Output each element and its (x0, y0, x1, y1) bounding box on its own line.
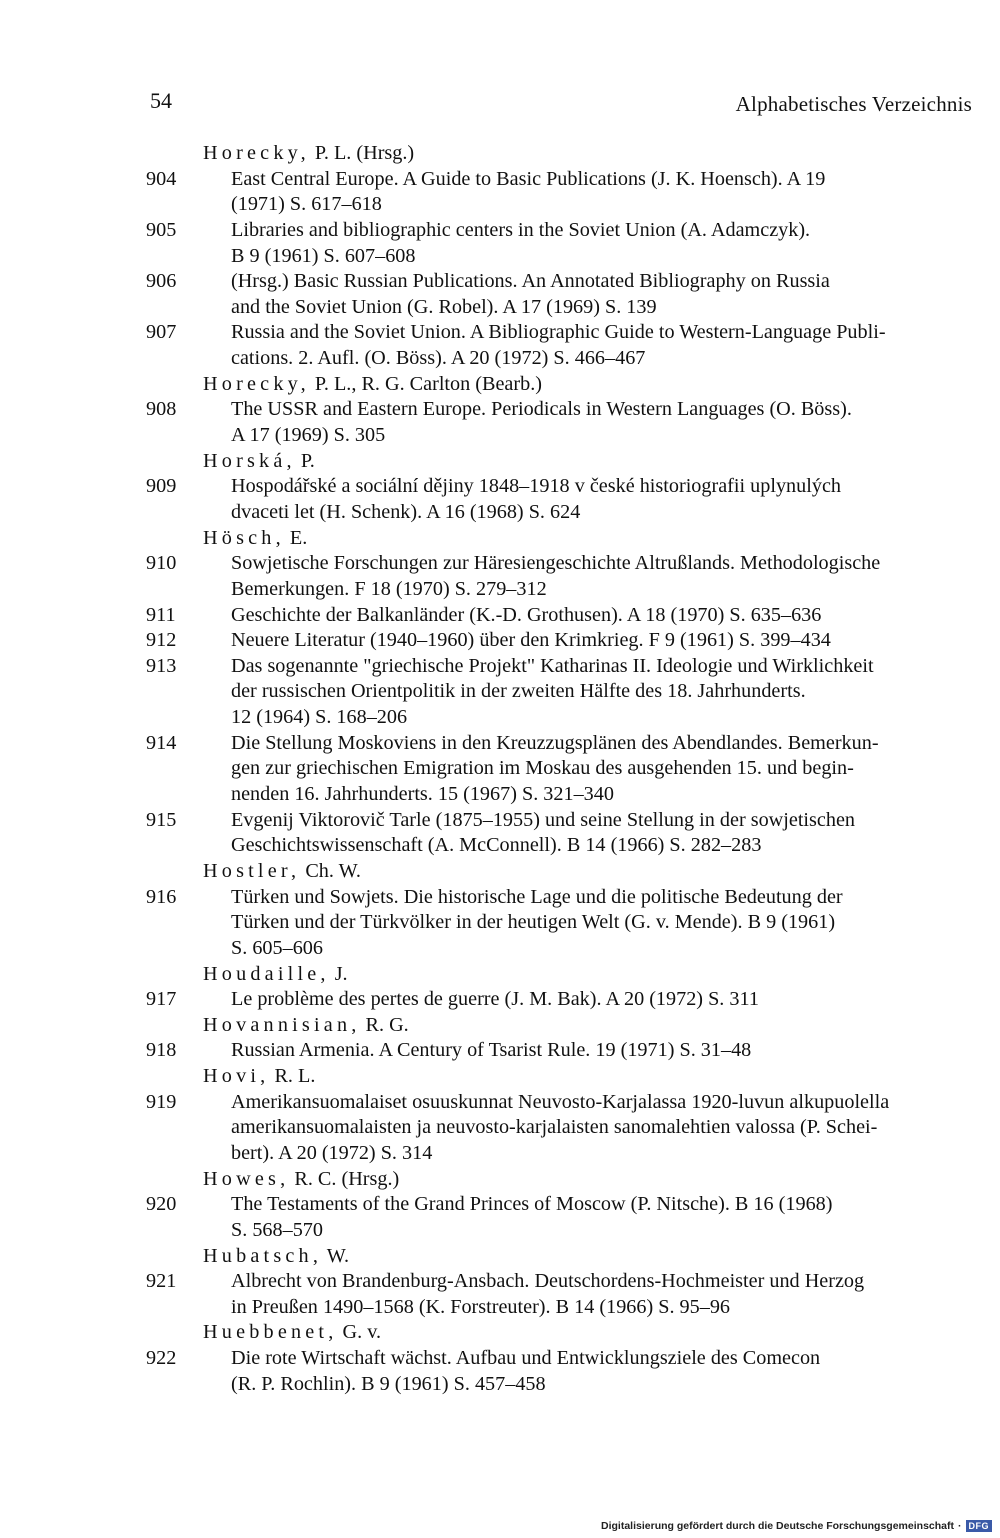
entry-continuation-line (0, 679, 1000, 705)
entry-number: 909 (146, 475, 177, 498)
entry-text: Amerikansuomalaiset osuuskunnat Neuvosto-Karjalassa 1920-luvun alkupuolella (231, 1090, 890, 1113)
footer-separator: · (958, 1520, 962, 1532)
entry-text: (1971) S. 617–618 (231, 193, 382, 216)
author-heading (0, 859, 1000, 885)
entry-text: nenden 16. Jahrhunderts. 15 (1967) S. 321–340 (231, 783, 614, 806)
author-initials: P. L. (Hrsg.) (309, 142, 415, 164)
author-heading (0, 1064, 1000, 1090)
entry-number: 921 (146, 1270, 177, 1293)
entry-number: 918 (146, 1039, 177, 1062)
entry-continuation-line (0, 1218, 1000, 1244)
entry-line (0, 1269, 1000, 1295)
footer-text: Digitalisierung gefördert durch die Deutsche Forschungsgemeinschaft (601, 1520, 954, 1532)
entry-line (0, 1192, 1000, 1218)
digitization-footer (601, 1520, 992, 1532)
author-initials: P. L., R. G. Carlton (Bearb.) (309, 372, 542, 395)
author-surname: Hovi, (203, 1065, 270, 1088)
entry-text: cations. 2. Aufl. (O. Böss). A 20 (1972) S. 466–467 (231, 347, 646, 370)
entry-line (0, 1090, 1000, 1116)
entry-number: 908 (146, 398, 177, 421)
author-initials: Ch. W. (300, 859, 361, 882)
author-name-line (203, 1167, 399, 1193)
bibliography-list (0, 141, 1000, 1397)
author-name-line (203, 1244, 349, 1270)
page-number: 54 (150, 88, 172, 113)
entry-number: 912 (146, 629, 177, 652)
author-initials: R. L. (269, 1065, 316, 1088)
entry-text: Evgenij Viktorovič Tarle (1875–1955) und seine Stellung in der sowjetischen (231, 808, 856, 831)
entry-text: The Testaments of the Grand Princes of Moscow (P. Nitsche). B 16 (1968) (231, 1193, 833, 1216)
entry-continuation-line (0, 936, 1000, 962)
author-surname: Hösch, (203, 526, 285, 549)
entry-line (0, 474, 1000, 500)
entry-text: S. 568–570 (231, 1218, 323, 1241)
author-surname: Huebbenet, (203, 1321, 338, 1344)
entry-number: 914 (146, 731, 177, 754)
entry-number: 904 (146, 167, 177, 190)
entry-text: amerikansuomalaisten ja neuvosto-karjalaisten sanomalehtien valossa (P. Schei- (231, 1116, 878, 1139)
author-name-line (203, 526, 307, 552)
author-heading (0, 526, 1000, 552)
author-surname: Hostler, (203, 859, 301, 882)
entry-continuation-line (0, 705, 1000, 731)
entry-continuation-line (0, 910, 1000, 936)
author-name-line (203, 859, 361, 885)
entry-text: Libraries and bibliographic centers in the Soviet Union (A. Adamczyk). (231, 218, 811, 241)
entry-text: Bemerkungen. F 18 (1970) S. 279–312 (231, 577, 547, 600)
entry-text: der russischen Orientpolitik in der zweiten Hälfte des 18. Jahrhunderts. (231, 680, 806, 703)
entry-number: 905 (146, 218, 177, 241)
entry-continuation-line (0, 1141, 1000, 1167)
entry-line (0, 551, 1000, 577)
entry-line (0, 603, 1000, 629)
author-surname: Horská, (203, 449, 296, 472)
entry-text: Neuere Literatur (1940–1960) über den Krimkrieg. F 9 (1961) S. 399–434 (231, 629, 831, 652)
entry-text: A 17 (1969) S. 305 (231, 424, 386, 447)
entry-line (0, 731, 1000, 757)
entry-text: Albrecht von Brandenburg-Ansbach. Deutschordens-Hochmeister und Herzog (231, 1270, 865, 1293)
entry-continuation-line (0, 192, 1000, 218)
running-head: Alphabetisches Verzeichnis (735, 92, 972, 116)
entry-continuation-line (0, 1372, 1000, 1398)
entry-line (0, 397, 1000, 423)
entry-text: Türken und Sowjets. Die historische Lage und die politische Bedeutung der (231, 885, 843, 908)
entry-text: Russian Armenia. A Century of Tsarist Rule. 19 (1971) S. 31–48 (231, 1039, 752, 1062)
entry-continuation-line (0, 782, 1000, 808)
entry-text: and the Soviet Union (G. Robel). A 17 (1969) S. 139 (231, 295, 657, 318)
author-name-line (203, 449, 315, 475)
author-name-line (203, 962, 348, 988)
author-name-line (203, 1064, 315, 1090)
author-surname: Howes, (203, 1167, 290, 1190)
author-name-line (203, 1013, 409, 1039)
author-heading (0, 141, 1000, 167)
entry-number: 911 (146, 603, 176, 626)
entry-number: 922 (146, 1347, 177, 1370)
author-surname: Houdaille, (203, 962, 330, 985)
entry-text: (Hrsg.) Basic Russian Publications. An Annotated Bibliography on Russia (231, 270, 830, 293)
entry-continuation-line (0, 244, 1000, 270)
author-name-line (203, 372, 542, 398)
dfg-logo-icon: DFG (966, 1520, 993, 1532)
author-heading (0, 1013, 1000, 1039)
entry-line (0, 654, 1000, 680)
entry-line (0, 987, 1000, 1013)
entry-text: Sowjetische Forschungen zur Häresiengeschichte Altrußlands. Methodologische (231, 552, 881, 575)
author-heading (0, 1244, 1000, 1270)
entry-text: Geschichte der Balkanländer (K.-D. Grothusen). A 18 (1970) S. 635–636 (231, 603, 822, 626)
author-initials: P. (295, 449, 315, 472)
entry-continuation-line (0, 423, 1000, 449)
entry-text: East Central Europe. A Guide to Basic Publications (J. K. Hoensch). A 19 (231, 167, 826, 190)
entry-text: Türken und der Türkvölker in der heutigen Welt (G. v. Mende). B 9 (1961) (231, 911, 836, 934)
entry-text: (R. P. Rochlin). B 9 (1961) S. 457–458 (231, 1372, 546, 1395)
author-surname: Horecky, (203, 142, 310, 164)
entry-text: B 9 (1961) S. 607–608 (231, 244, 416, 267)
entry-continuation-line (0, 833, 1000, 859)
author-heading (0, 449, 1000, 475)
entry-text: 12 (1964) S. 168–206 (231, 706, 408, 729)
entry-text: dvaceti let (H. Schenk). A 16 (1968) S. 624 (231, 500, 581, 523)
author-name-line (203, 141, 414, 167)
entry-line (0, 167, 1000, 193)
entry-line (0, 1346, 1000, 1372)
entry-text: Die Stellung Moskoviens in den Kreuzzugsplänen des Abendlandes. Bemerkun- (231, 731, 879, 754)
entry-line (0, 885, 1000, 911)
entry-number: 906 (146, 270, 177, 293)
author-initials: W. (322, 1244, 350, 1267)
entry-line (0, 1038, 1000, 1064)
author-initials: G. v. (337, 1321, 382, 1344)
entry-number: 917 (146, 988, 177, 1011)
entry-number: 920 (146, 1193, 177, 1216)
author-initials: R. G. (360, 1013, 409, 1036)
entry-text: in Preußen 1490–1568 (K. Forstreuter). B 14 (1966) S. 95–96 (231, 1295, 731, 1318)
entry-number: 907 (146, 321, 177, 344)
entry-continuation-line (0, 295, 1000, 321)
author-heading (0, 1320, 1000, 1346)
author-initials: J. (329, 962, 348, 985)
entry-text: Le problème des pertes de guerre (J. M. Bak). A 20 (1972) S. 311 (231, 988, 759, 1011)
entry-continuation-line (0, 346, 1000, 372)
entry-text: bert). A 20 (1972) S. 314 (231, 1141, 433, 1164)
entry-number: 910 (146, 552, 177, 575)
author-surname: Hubatsch, (203, 1244, 323, 1267)
author-surname: Hovannisian, (203, 1013, 361, 1036)
author-heading (0, 372, 1000, 398)
entry-line (0, 628, 1000, 654)
entry-line (0, 808, 1000, 834)
entry-number: 915 (146, 808, 177, 831)
entry-line (0, 218, 1000, 244)
author-surname: Horecky, (203, 372, 310, 395)
entry-text: Die rote Wirtschaft wächst. Aufbau und Entwicklungsziele des Comecon (231, 1347, 821, 1370)
entry-line (0, 269, 1000, 295)
entry-number: 913 (146, 654, 177, 677)
entry-text: Hospodářské a sociální dějiny 1848–1918 v české historiografii uplynulých (231, 475, 841, 498)
author-name-line (203, 1320, 381, 1346)
entry-text: The USSR and Eastern Europe. Periodicals in Western Languages (O. Böss). (231, 398, 852, 421)
entry-text: gen zur griechischen Emigration im Moskau des ausgehenden 15. und begin- (231, 757, 854, 780)
entry-continuation-line (0, 1115, 1000, 1141)
entry-continuation-line (0, 1295, 1000, 1321)
author-heading (0, 962, 1000, 988)
entry-text: Russia and the Soviet Union. A Bibliographic Guide to Western-Language Publi- (231, 321, 886, 344)
entry-continuation-line (0, 756, 1000, 782)
entry-text: S. 605–606 (231, 936, 323, 959)
entry-line (0, 320, 1000, 346)
entry-number: 919 (146, 1090, 177, 1113)
author-heading (0, 1167, 1000, 1193)
entry-continuation-line (0, 500, 1000, 526)
entry-number: 916 (146, 885, 177, 908)
entry-continuation-line (0, 577, 1000, 603)
author-initials: E. (284, 526, 308, 549)
author-initials: R. C. (Hrsg.) (289, 1167, 400, 1190)
entry-text: Das sogenannte "griechische Projekt" Katharinas II. Ideologie und Wirklichkeit (231, 654, 874, 677)
entry-text: Geschichtswissenschaft (A. McConnell). B 14 (1966) S. 282–283 (231, 834, 762, 857)
